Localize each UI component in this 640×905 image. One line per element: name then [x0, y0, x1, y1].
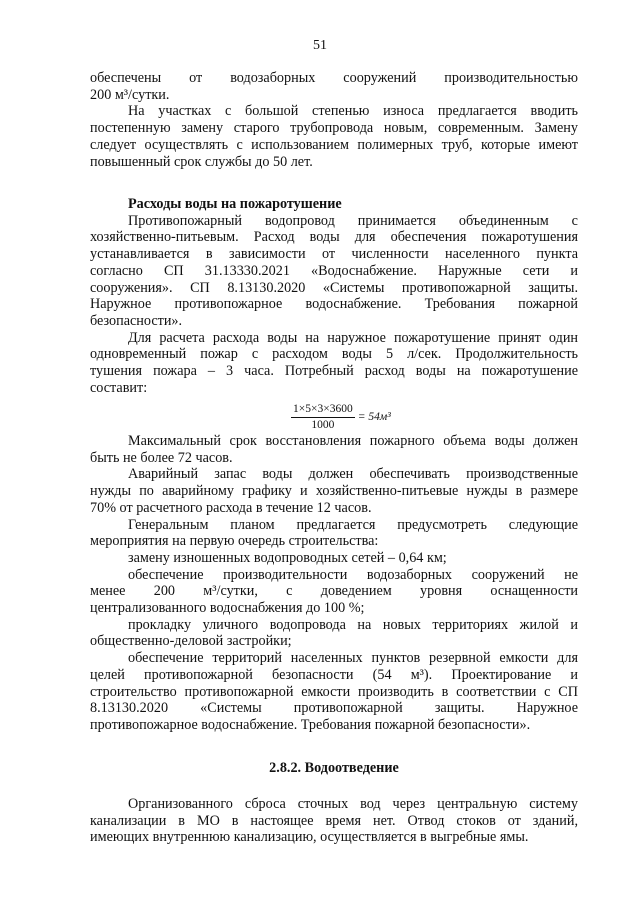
- text-line: Противопожарный водопровод принимается объединенным с: [128, 212, 578, 229]
- text-line: следует осуществлять с использованием полимерных труб, которые имеют: [90, 136, 578, 153]
- text-line: Генеральным планом предлагается предусмотреть следующие: [128, 516, 578, 533]
- paragraph-master-plan: [90, 517, 578, 550]
- text-line: устанавливается в зависимости от численности населенного пункта: [90, 246, 578, 263]
- text-line: хозяйственно-питьевым. Расход воды для обеспечения пожаротушения: [90, 229, 578, 246]
- text-line: мероприятия на первую очередь строительства:: [90, 533, 379, 550]
- text-line: Максимальный срок восстановления пожарного объема воды должен: [128, 433, 578, 449]
- formula-fraction: [291, 403, 355, 432]
- text-line: 70% от расчетного расхода в течение 12 часов.: [90, 499, 372, 516]
- paragraph-emergency-reserve: [90, 466, 578, 516]
- text-line: целей противопожарной безопасности (54 м³). Проектирование и: [90, 666, 578, 683]
- text-line: обеспечение территорий населенных пунктов резервной емкости для: [128, 650, 578, 667]
- list-item-capacity: [90, 567, 578, 617]
- text-line: согласно СП 31.13330.2021 «Водоснабжение. Наружные сети и: [90, 262, 578, 279]
- list-item-street-pipeline: [90, 617, 578, 650]
- text-line: составит:: [90, 379, 148, 396]
- text-line: прокладку уличного водопровода на новых территориях жилой и: [128, 616, 578, 633]
- text-line: постепенную замену старого трубопровода новым, современным. Замену: [90, 120, 578, 137]
- text-line: Наружное противопожарное водоснабжение. Требования пожарной: [90, 296, 578, 313]
- list-item-network-replacement: [90, 550, 578, 567]
- paragraph-fire-water: [90, 213, 578, 330]
- text-line: строительство противопожарной емкости производить в соответствии с СП: [90, 683, 578, 700]
- text-line: 8.13130.2020 «Системы противопожарной защиты. Наружное: [90, 700, 578, 717]
- text-column-5: [90, 796, 578, 846]
- text-line: менее 200 м³/сутки, с доведением уровня оснащенности: [90, 583, 578, 600]
- text-column-2: [90, 196, 578, 396]
- text-line: тушения пожара – 3 часа. Потребный расход воды на пожаротушение: [90, 363, 578, 380]
- paragraph-continuation: [90, 70, 578, 103]
- text-column-4: [90, 760, 578, 777]
- text-line: канализации в МО в настоящее время нет. Отвод стоков от зданий,: [90, 812, 578, 829]
- volume-formula: [291, 403, 391, 432]
- formula-numerator: 1×5×3×3600: [291, 403, 355, 418]
- text-line: обеспечение производительности водозаборных сооружений не: [128, 566, 578, 583]
- text-line: общественно-деловой застройки;: [90, 633, 292, 650]
- subsection-heading: 2.8.2. Водоотведение: [269, 760, 399, 776]
- text-line: Аварийный запас воды должен обеспечивать производственные: [128, 466, 578, 483]
- page-number: 51: [313, 38, 327, 53]
- paragraph-sewerage: [90, 796, 578, 846]
- paragraph-calculation: [90, 330, 578, 397]
- text-line: Для расчета расхода воды на наружное пожаротушение принят один: [128, 329, 578, 346]
- text-line: централизованного водоснабжения до 100 %;: [90, 600, 365, 617]
- text-line: повышенный срок службы до 50 лет.: [90, 153, 313, 170]
- list-item-reserve-tank: [90, 650, 578, 734]
- text-line: обеспечены от водозаборных сооружений производительностью: [90, 70, 578, 86]
- text-line: 200 м³/сутки.: [90, 86, 170, 103]
- paragraph-restore-time: [90, 433, 578, 466]
- section-heading: Расходы воды на пожаротушение: [128, 196, 342, 212]
- text-line: Организованного сброса сточных вод через центральную систему: [128, 796, 578, 812]
- text-line: противопожарное водоснабжение. Требования пожарной безопасности».: [90, 716, 531, 733]
- text-line: одновременный пожар с расходом воды 5 л/сек. Продолжительность: [90, 346, 578, 363]
- text-line: безопасности».: [90, 312, 183, 329]
- paragraph-pipe-replacement: [90, 103, 578, 170]
- text-line: сооружения». СП 8.13130.2020 «Системы противопожарной защиты.: [90, 279, 578, 296]
- formula-result: = 54м³: [357, 411, 391, 423]
- text-line: имеющих внутреннюю канализацию, осуществляется в выгребные ямы.: [90, 829, 529, 846]
- text-line: быть не более 72 часов.: [90, 449, 233, 466]
- text-column-1: [90, 70, 578, 170]
- text-line: нужды по аварийному графику и хозяйственно-питьевые нужды в размере: [90, 483, 578, 500]
- text-column-3: [90, 433, 578, 734]
- text-line: На участках с большой степенью износа предлагается вводить: [128, 103, 578, 120]
- text-line: замену изношенных водопроводных сетей – 0,64 км;: [128, 549, 447, 566]
- formula-denominator: 1000: [311, 419, 335, 431]
